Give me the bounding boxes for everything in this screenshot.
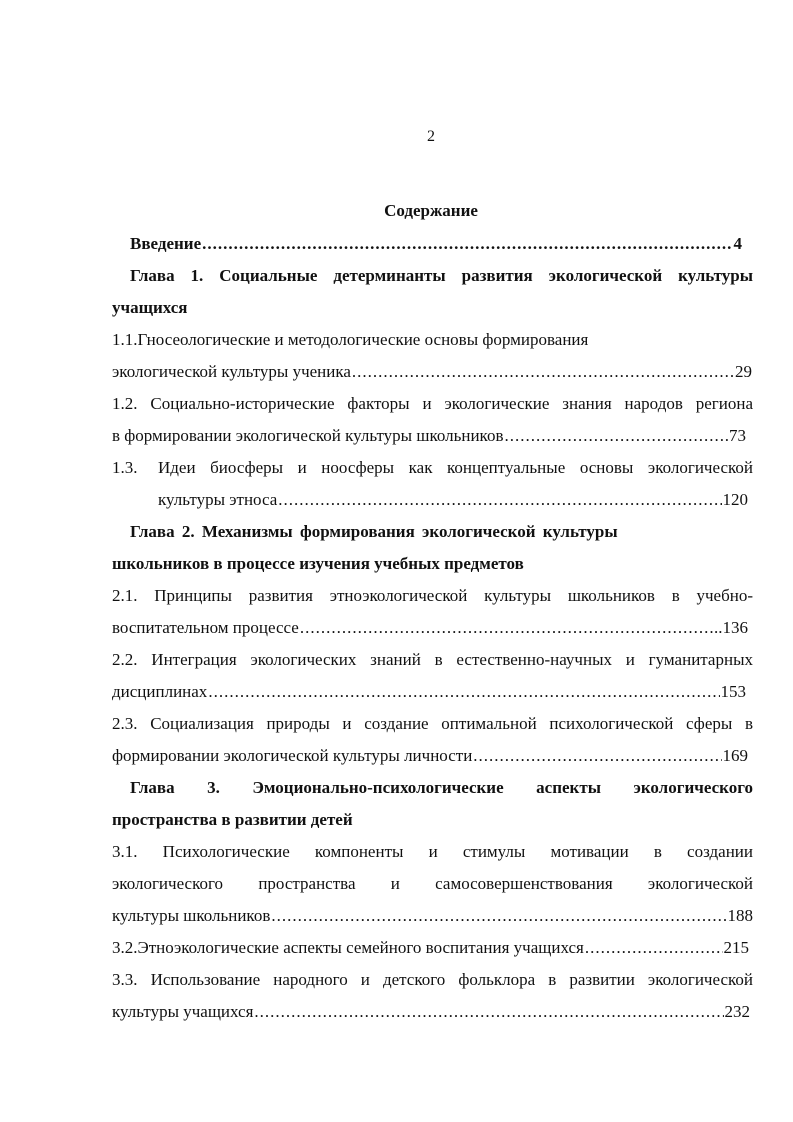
- toc-entry-page: 188: [727, 906, 753, 925]
- toc-entry-2-3: 2.3. Социализация природы и создание оптимальной психологической сферы в: [112, 714, 753, 733]
- toc-entry-2-1: 2.1. Принципы развития этноэкологической культуры школьников в учебно-: [112, 586, 753, 605]
- toc-entry-page: 215: [723, 938, 749, 957]
- page-number: 2: [427, 128, 435, 145]
- chapter-3-heading: Глава 3. Эмоционально-психологические аспекты экологического: [130, 778, 753, 797]
- chapter-2-heading: Глава 2. Механизмы формирования экологической культуры: [130, 522, 618, 541]
- toc-entry-2-3-cont: формировании экологической культуры личности ..... 169: [112, 746, 748, 766]
- toc-title: Содержание: [384, 201, 478, 220]
- toc-entry-1-2: 1.2. Социально-исторические факторы и экологические знания народов региона: [112, 394, 753, 413]
- toc-entry-page: .73: [724, 426, 746, 445]
- toc-entry-3-1-cont2: культуры школьников ..... 188: [112, 906, 753, 926]
- toc-entry-page: 153: [720, 682, 746, 701]
- toc-entry-3-3: 3.3. Использование народного и детского фольклора в развитии экологической: [112, 970, 753, 989]
- toc-entry-label: Введение: [130, 234, 202, 253]
- toc-entry-3-2: 3.2.Этноэкологические аспекты семейного воспитания учащихся ..... 215: [112, 938, 749, 958]
- toc-entry-3-1: 3.1. Психологические компоненты и стимулы мотивации в создании: [112, 842, 753, 861]
- toc-entry-page: 232: [724, 1002, 750, 1021]
- toc-entry-3-1-cont: экологического пространства и самосовершенствования экологической: [112, 874, 753, 893]
- toc-entry-2-2: 2.2. Интеграция экологических знаний в естественно-научных и гуманитарных: [112, 650, 753, 669]
- toc-entry-2-2-cont: дисциплинах ..... 153: [112, 682, 746, 702]
- toc-entry-1-3-number: 1.3.: [112, 458, 138, 477]
- toc-entry-2-1-cont: воспитательном процессе ..... ..136: [112, 618, 748, 638]
- chapter-3-heading-cont: пространства в развитии детей: [112, 810, 353, 829]
- toc-entry-1-3-cont: культуры этноса ..... 120: [158, 490, 748, 510]
- toc-entry-3-3-cont: культуры учащихся ..... 232: [112, 1002, 750, 1022]
- toc-entry-1-3: Идеи биосферы и ноосферы как концептуальные основы экологической: [158, 458, 753, 477]
- chapter-2-heading-cont: школьников в процессе изучения учебных предметов: [112, 554, 524, 573]
- toc-entry-page: 120: [722, 490, 748, 509]
- toc-entry-1-1-cont: экологической культуры ученика ..... 29: [112, 362, 752, 382]
- toc-entry-page: 4: [733, 234, 742, 253]
- chapter-1-heading-cont: учащихся: [112, 298, 188, 317]
- chapter-1-heading: Глава 1. Социальные детерминанты развития экологической культуры: [130, 266, 753, 285]
- toc-entry-page: 29: [735, 362, 752, 381]
- toc-entry-page: 169: [722, 746, 748, 765]
- toc-entry-page: ..136: [714, 618, 748, 637]
- toc-entry-intro: [130, 234, 742, 254]
- toc-entry-1-2-cont: в формировании экологической культуры школьников ..... .73: [112, 426, 746, 446]
- toc-entry-1-1: 1.1.Гносеологические и методологические основы формирования: [112, 330, 589, 349]
